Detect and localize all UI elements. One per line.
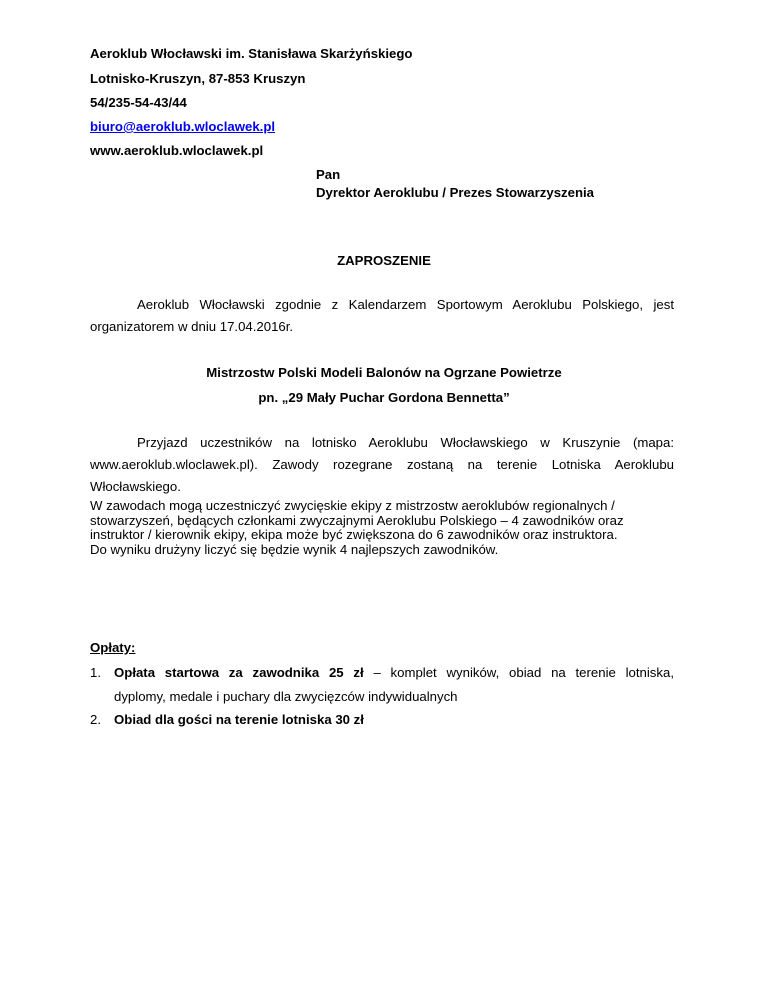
fee-item-2-number: 2.	[90, 712, 101, 727]
fee-item-1-bold: Opłata startowa za zawodnika 25 zł	[114, 665, 364, 680]
intro-line-2: organizatorem w dniu 17.04.2016r.	[90, 319, 294, 334]
sender-address: Lotnisko-Kruszyn, 87-853 Kruszyn	[90, 71, 306, 86]
sender-email-link[interactable]: biuro@aeroklub.wloclawek.pl	[90, 119, 276, 134]
teams-line-2: stowarzyszeń, będących członkami zwyczajnymi Aeroklubu Polskiego – 4 zawodników oraz	[90, 512, 624, 528]
fee-item-1	[114, 665, 674, 681]
arrival-line-3: Włocławskiego.	[90, 479, 181, 494]
teams-line-4: Do wyniku drużyny liczyć się będzie wynik 4 najlepszych zawodników.	[90, 541, 499, 557]
fee-item-1-rest: – komplet wyników, obiad na terenie lotniska,	[363, 665, 674, 680]
arrival-line-2: www.aeroklub.wloclawek.pl). Zawody rozegrane zostaną na terenie Lotniska Aeroklubu	[90, 457, 674, 472]
recipient-salutation: Pan	[316, 167, 341, 182]
teams-line-3: instruktor / kierownik ekipy, ekipa może być zwiększona do 6 zawodników oraz instruktora.	[90, 527, 618, 542]
sender-website: www.aeroklub.wloclawek.pl	[90, 143, 264, 158]
sender-name: Aeroklub Włocławski im. Stanisława Skarżyńskiego	[90, 46, 413, 61]
recipient-title: Dyrektor Aeroklubu / Prezes Stowarzyszenia	[316, 185, 595, 200]
teams-line-1: W zawodach mogą uczestniczyć zwycięskie ekipy z mistrzostw aeroklubów regionalnych /	[90, 498, 615, 513]
fee-item-2-bold: Obiad dla gości na terenie lotniska 30 zł	[114, 712, 364, 727]
event-subtitle: pn. „29 Mały Puchar Gordona Bennetta”	[258, 390, 510, 405]
fees-heading: Opłaty:	[90, 640, 136, 655]
sender-phone: 54/235-54-43/44	[90, 95, 187, 110]
invitation-heading: ZAPROSZENIE	[337, 253, 431, 268]
fee-item-1-continuation: dyplomy, medale i puchary dla zwycięzców indywidualnych	[114, 689, 458, 704]
event-name: Mistrzostw Polski Modeli Balonów na Ogrzane Powietrze	[206, 365, 562, 380]
fee-item-1-number: 1.	[90, 665, 101, 680]
teams-paragraph	[90, 499, 690, 557]
intro-line-1: Aeroklub Włocławski zgodnie z Kalendarzem Sportowym Aeroklubu Polskiego, jest	[137, 297, 674, 312]
arrival-line-1: Przyjazd uczestników na lotnisko Aeroklubu Włocławskiego w Kruszynie (mapa:	[137, 435, 674, 450]
sender-email-container	[90, 119, 275, 135]
